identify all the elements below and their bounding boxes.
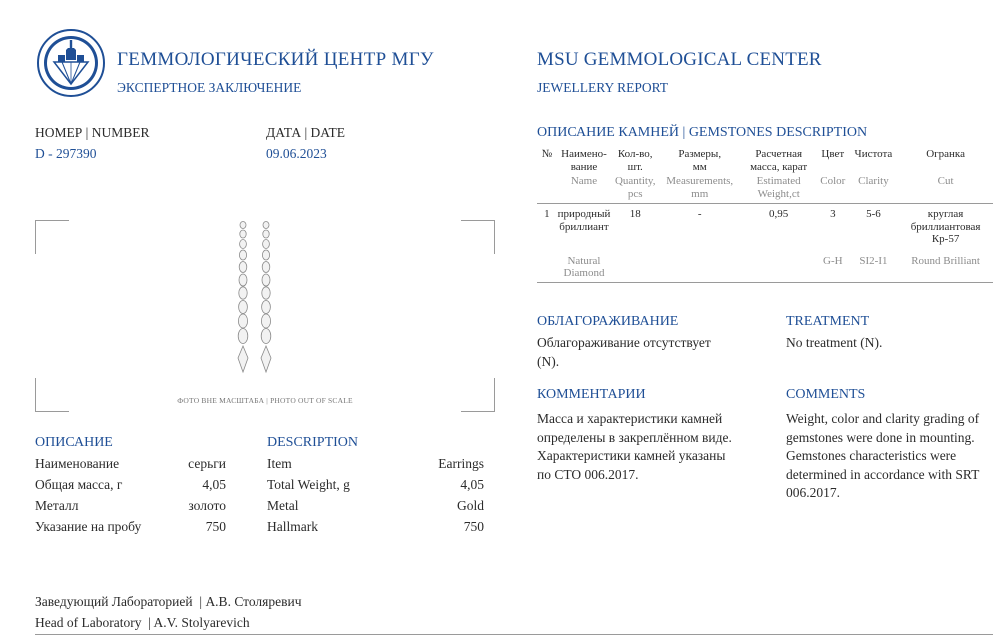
gemstones-heading: ОПИСАНИЕ КАМНЕЙ | GEMSTONES DESCRIPTION <box>537 125 868 140</box>
msu-logo <box>36 28 106 98</box>
photo-frame-corner <box>461 378 495 412</box>
table-cell: 1 <box>544 208 550 220</box>
column-header: Расчетная масса, карат <box>750 148 808 173</box>
date-label: ДАТА | DATE <box>266 125 346 140</box>
comments-heading-ru: КОММЕНТАРИИ <box>537 387 646 402</box>
description-label: Металл <box>35 498 79 513</box>
table-cell: природный бриллиант <box>557 208 611 233</box>
treatment-heading-ru: ОБЛАГОРАЖИВАНИЕ <box>537 314 679 329</box>
table-cell: G-H <box>823 254 843 267</box>
description-label: Metal <box>267 498 299 513</box>
description-value: 4,05 <box>460 477 484 492</box>
table-cell: Round Brilliant <box>911 254 980 267</box>
table-cell: - <box>697 208 702 220</box>
column-header: Quantity, pcs <box>614 175 656 200</box>
description-label: Item <box>267 456 292 471</box>
comments-text-ru: Масса и характеристики камней определены в закреплённом виде. Характеристики камней указаны по СТО 006.2017. <box>537 411 732 482</box>
earrings-photo <box>230 220 280 380</box>
gemstones-header-en <box>537 174 993 204</box>
table-cell <box>659 247 740 283</box>
table-cell: круглая бриллиантовая Кр-57 <box>910 208 981 245</box>
photo-frame-corner <box>461 220 495 254</box>
column-header: Color <box>820 175 846 187</box>
table-cell <box>611 247 659 283</box>
description-value: Gold <box>457 498 484 513</box>
comments-text-en: Weight, color and clarity grading of gemstones were done in mounting. Gemstones characteristics were determined in accordance with SRT 006.2017. <box>786 411 980 500</box>
comments-heading-en: COMMENTS <box>786 387 866 402</box>
table-row <box>537 204 993 247</box>
description-heading-ru: ОПИСАНИЕ <box>35 435 113 450</box>
column-header: Estimated Weight,ct <box>756 175 801 200</box>
treatment-text-en: No treatment (N). <box>786 335 883 350</box>
column-header: Наимено- вание <box>561 148 607 173</box>
column-header: Measurements, mm <box>666 175 734 200</box>
description-label: Указание на пробу <box>35 519 142 534</box>
gemstones-header-ru <box>537 147 993 174</box>
signature-ru: Заведующий Лабораторией | А.В. Столяревич <box>35 594 302 609</box>
description-value: серьги <box>188 456 226 471</box>
table-cell: 5-6 <box>866 208 881 220</box>
column-header: Чистота <box>854 148 893 160</box>
number-value: D - 297390 <box>35 146 97 161</box>
column-header: Огранка <box>926 148 965 160</box>
footer-divider <box>35 634 993 635</box>
column-header: Name <box>570 175 598 187</box>
description-label: Total Weight, g <box>267 477 350 492</box>
description-value: 750 <box>205 519 226 534</box>
report-type-ru: ЭКСПЕРТНОЕ ЗАКЛЮЧЕНИЕ <box>117 80 302 95</box>
number-label: НОМЕР | NUMBER <box>35 125 150 140</box>
treatment-text-ru: Облагораживание отсутствует (N). <box>537 335 711 369</box>
center-title-ru: ГЕММОЛОГИЧЕСКИЙ ЦЕНТР МГУ <box>117 49 434 70</box>
description-value: золото <box>188 498 226 513</box>
table-cell: SI2-I1 <box>859 254 888 267</box>
column-header: Кол-во, шт. <box>617 148 653 173</box>
description-value: Earrings <box>438 456 484 471</box>
table-row <box>537 247 993 283</box>
column-header <box>537 174 557 204</box>
table-cell <box>740 247 817 283</box>
column-header: Cut <box>937 175 954 187</box>
description-label: Наименование <box>35 456 120 471</box>
gemstones-table <box>537 147 993 283</box>
table-cell <box>537 247 557 283</box>
description-value: 4,05 <box>202 477 226 492</box>
photo-frame-corner <box>35 378 69 412</box>
center-title-en: MSU GEMMOLOGICAL CENTER <box>537 49 822 70</box>
description-label: Общая масса, г <box>35 477 123 492</box>
column-header: Clarity <box>858 175 889 187</box>
table-cell: Natural Diamond <box>563 254 605 279</box>
date-value: 09.06.2023 <box>266 146 327 161</box>
column-header: № <box>541 148 553 160</box>
treatment-heading-en: TREATMENT <box>786 314 870 329</box>
table-cell: 0,95 <box>769 208 789 220</box>
report-type-en: JEWELLERY REPORT <box>537 80 669 95</box>
photo-scale-note: ФОТО ВНЕ МАСШТАБА | PHOTO OUT OF SCALE <box>177 396 353 405</box>
description-heading-en: DESCRIPTION <box>267 435 359 450</box>
signature-en: Head of Laboratory | A.V. Stolyarevich <box>35 615 250 630</box>
description-label: Hallmark <box>267 519 318 534</box>
description-value: 750 <box>463 519 484 534</box>
photo-frame-corner <box>35 220 69 254</box>
column-header: Размеры, мм <box>678 148 722 173</box>
column-header: Цвет <box>821 148 845 160</box>
table-cell: 18 <box>629 208 641 220</box>
table-cell: 3 <box>830 208 836 220</box>
